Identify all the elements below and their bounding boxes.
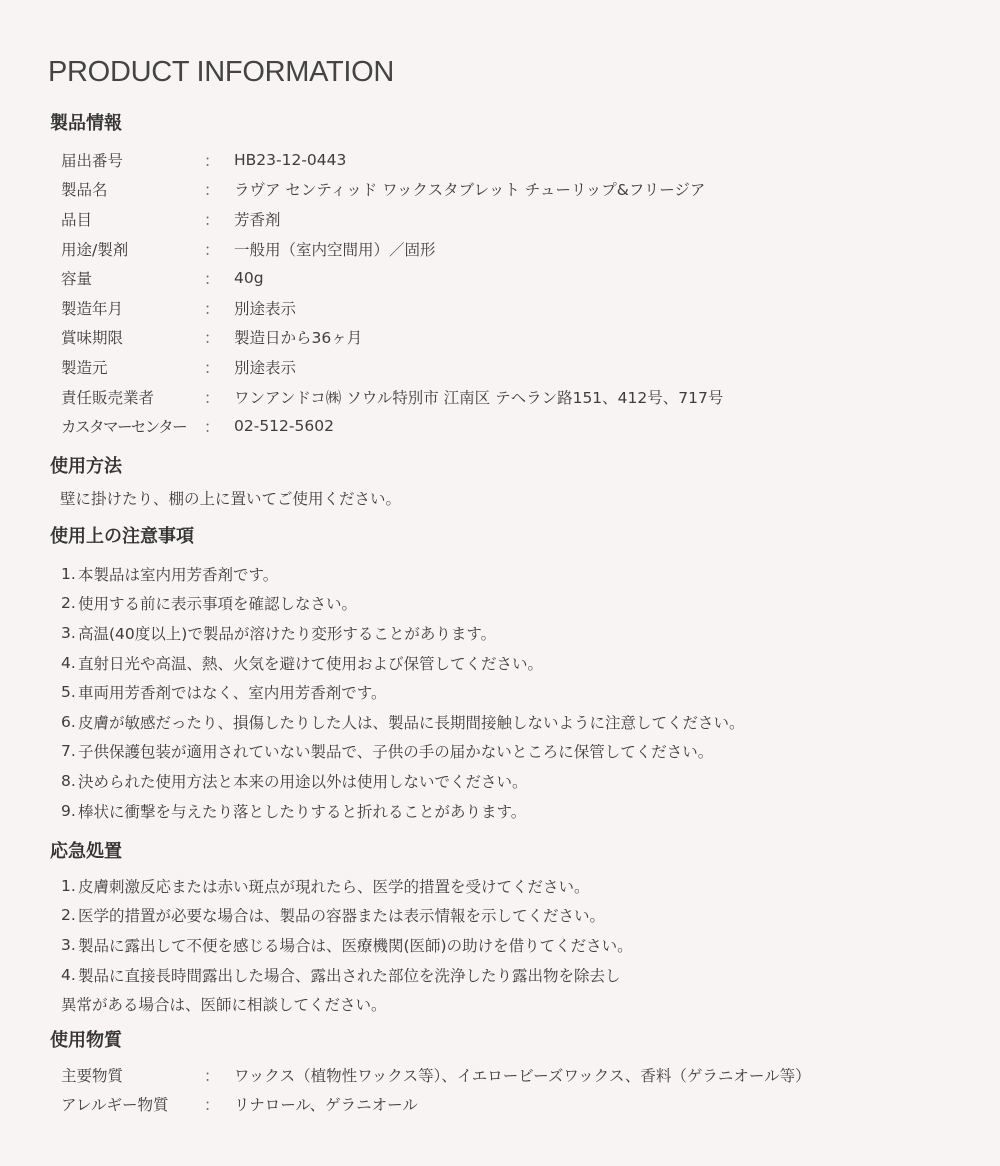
list-number: 4.	[61, 653, 76, 672]
list-item	[61, 901, 633, 931]
list-item	[61, 648, 745, 678]
list-number: 7.	[61, 742, 76, 761]
section-heading-product-info: 製品情報	[50, 113, 122, 134]
precautions-list	[61, 559, 745, 825]
info-row-distributor	[61, 382, 723, 412]
section-heading-substances: 使用物質	[50, 1030, 122, 1051]
info-colon: ：	[204, 1066, 220, 1085]
info-value: リナロール、ゲラニオール	[234, 1096, 418, 1115]
list-number: 5.	[61, 683, 76, 702]
info-value: HB23-12-0443	[234, 150, 347, 169]
list-item-continuation: 異常がある場合は、医師に相談してください。	[61, 996, 387, 1015]
info-label: 届出番号	[61, 151, 124, 170]
list-number: 2.	[61, 906, 76, 925]
info-value: 芳香剤	[234, 210, 281, 229]
list-text: 皮膚刺激反応または赤い斑点が現れたら、医学的措置を受けてください。	[78, 877, 590, 896]
info-label: 製造元	[61, 358, 108, 377]
info-value: 別途表示	[234, 299, 297, 318]
usage-text: 壁に掛けたり、棚の上に置いてご使用ください。	[60, 490, 402, 508]
info-value: 製造日から36ヶ月	[234, 329, 363, 348]
info-label: 製品名	[61, 181, 108, 200]
info-row-usage-form	[61, 234, 723, 264]
info-value: ラヴア センティッド ワックスタブレット チューリップ&フリージア	[234, 181, 706, 200]
info-label: 製造年月	[61, 299, 124, 318]
info-row-item	[61, 204, 723, 234]
info-colon: ：	[204, 151, 220, 170]
info-value: ワンアンドコ㈱ ソウル特別市 江南区 テヘラン路151、412号、717号	[234, 388, 724, 407]
info-value: 40g	[234, 269, 264, 288]
list-text: 使用する前に表示事項を確認しなさい。	[78, 595, 358, 614]
list-text: 皮膚が敏感だったり、損傷したりした人は、製品に長期間接触しないように注意してください。	[78, 713, 745, 732]
substances-table	[61, 1060, 811, 1119]
info-row-notification-number	[61, 145, 723, 175]
info-colon: ：	[204, 181, 220, 200]
list-text: 棒状に衝撃を与えたり落としたりすると折れることがあります。	[78, 802, 527, 821]
info-value: 02-512-5602	[234, 417, 334, 436]
section-heading-usage: 使用方法	[50, 456, 122, 477]
list-text: 製品に露出して不便を感じる場合は、医療機関(医師)の助けを借りてください。	[78, 936, 633, 955]
list-number: 1.	[61, 876, 76, 895]
info-row-product-name	[61, 175, 723, 205]
list-text: 車両用芳香剤ではなく、室内用芳香剤です。	[78, 684, 387, 703]
info-label: 用途/製剤	[61, 240, 129, 259]
info-label: 責任販売業者	[61, 388, 155, 407]
section-heading-first-aid: 応急処置	[50, 841, 122, 862]
info-label: 主要物質	[61, 1066, 124, 1085]
list-item	[61, 766, 745, 796]
list-number: 9.	[61, 801, 76, 820]
info-colon: ：	[204, 388, 220, 407]
info-row-capacity	[61, 263, 723, 293]
list-item	[61, 707, 745, 737]
list-item	[61, 960, 633, 990]
info-value: 別途表示	[234, 358, 297, 377]
list-number: 4.	[61, 965, 76, 984]
info-label: カスタマーセンター	[61, 418, 187, 437]
info-label: 賞味期限	[61, 329, 124, 348]
info-label: アレルギー物質	[61, 1096, 169, 1115]
info-colon: ：	[204, 299, 220, 318]
list-number: 2.	[61, 594, 76, 613]
list-text: 医学的措置が必要な場合は、製品の容器または表示情報を示してください。	[78, 907, 606, 926]
info-value: ワックス（植物性ワックス等）、イエロービーズワックス、香料（ゲラニオール等）	[234, 1066, 811, 1085]
info-colon: ：	[204, 1096, 220, 1115]
list-item	[61, 589, 745, 619]
product-info-table	[61, 145, 723, 441]
list-text: 製品に直接長時間露出した場合、露出された部位を洗浄したり露出物を除去し	[78, 966, 621, 985]
list-item	[61, 930, 633, 960]
list-item	[61, 737, 745, 767]
info-colon: ：	[204, 329, 220, 348]
substance-row-main	[61, 1060, 811, 1090]
info-row-customer-center	[61, 411, 723, 441]
info-row-manufacture-date	[61, 293, 723, 323]
info-row-manufacturer	[61, 352, 723, 382]
section-heading-precautions: 使用上の注意事項	[50, 526, 194, 547]
list-text: 直射日光や高温、熱、火気を避けて使用および保管してください。	[78, 654, 544, 673]
info-label: 品目	[61, 210, 93, 229]
info-value: 一般用（室内空間用）／固形	[234, 240, 436, 259]
list-item	[61, 618, 745, 648]
first-aid-list	[61, 871, 633, 1019]
info-colon: ：	[204, 270, 220, 289]
list-item	[61, 677, 745, 707]
list-text: 子供保護包装が適用されていない製品で、子供の手の届かないところに保管してください。	[78, 743, 714, 762]
info-colon: ：	[204, 210, 220, 229]
list-number: 8.	[61, 771, 76, 790]
list-number: 1.	[61, 564, 76, 583]
info-row-expiry	[61, 323, 723, 353]
list-text: 高温(40度以上)で製品が溶けたり変形することがあります。	[78, 624, 497, 643]
page-title: PRODUCT INFORMATION	[48, 56, 395, 88]
list-number: 6.	[61, 712, 76, 731]
list-text: 本製品は室内用芳香剤です。	[78, 565, 279, 584]
list-number: 3.	[61, 623, 76, 642]
info-colon: ：	[204, 418, 220, 437]
list-item	[61, 559, 745, 589]
list-item	[61, 796, 745, 826]
list-item	[61, 871, 633, 901]
list-number: 3.	[61, 935, 76, 954]
info-colon: ：	[204, 358, 220, 377]
substance-row-allergen	[61, 1090, 811, 1120]
info-colon: ：	[204, 240, 220, 259]
list-text: 決められた使用方法と本来の用途以外は使用しないでください。	[78, 772, 528, 791]
info-label: 容量	[61, 270, 93, 289]
